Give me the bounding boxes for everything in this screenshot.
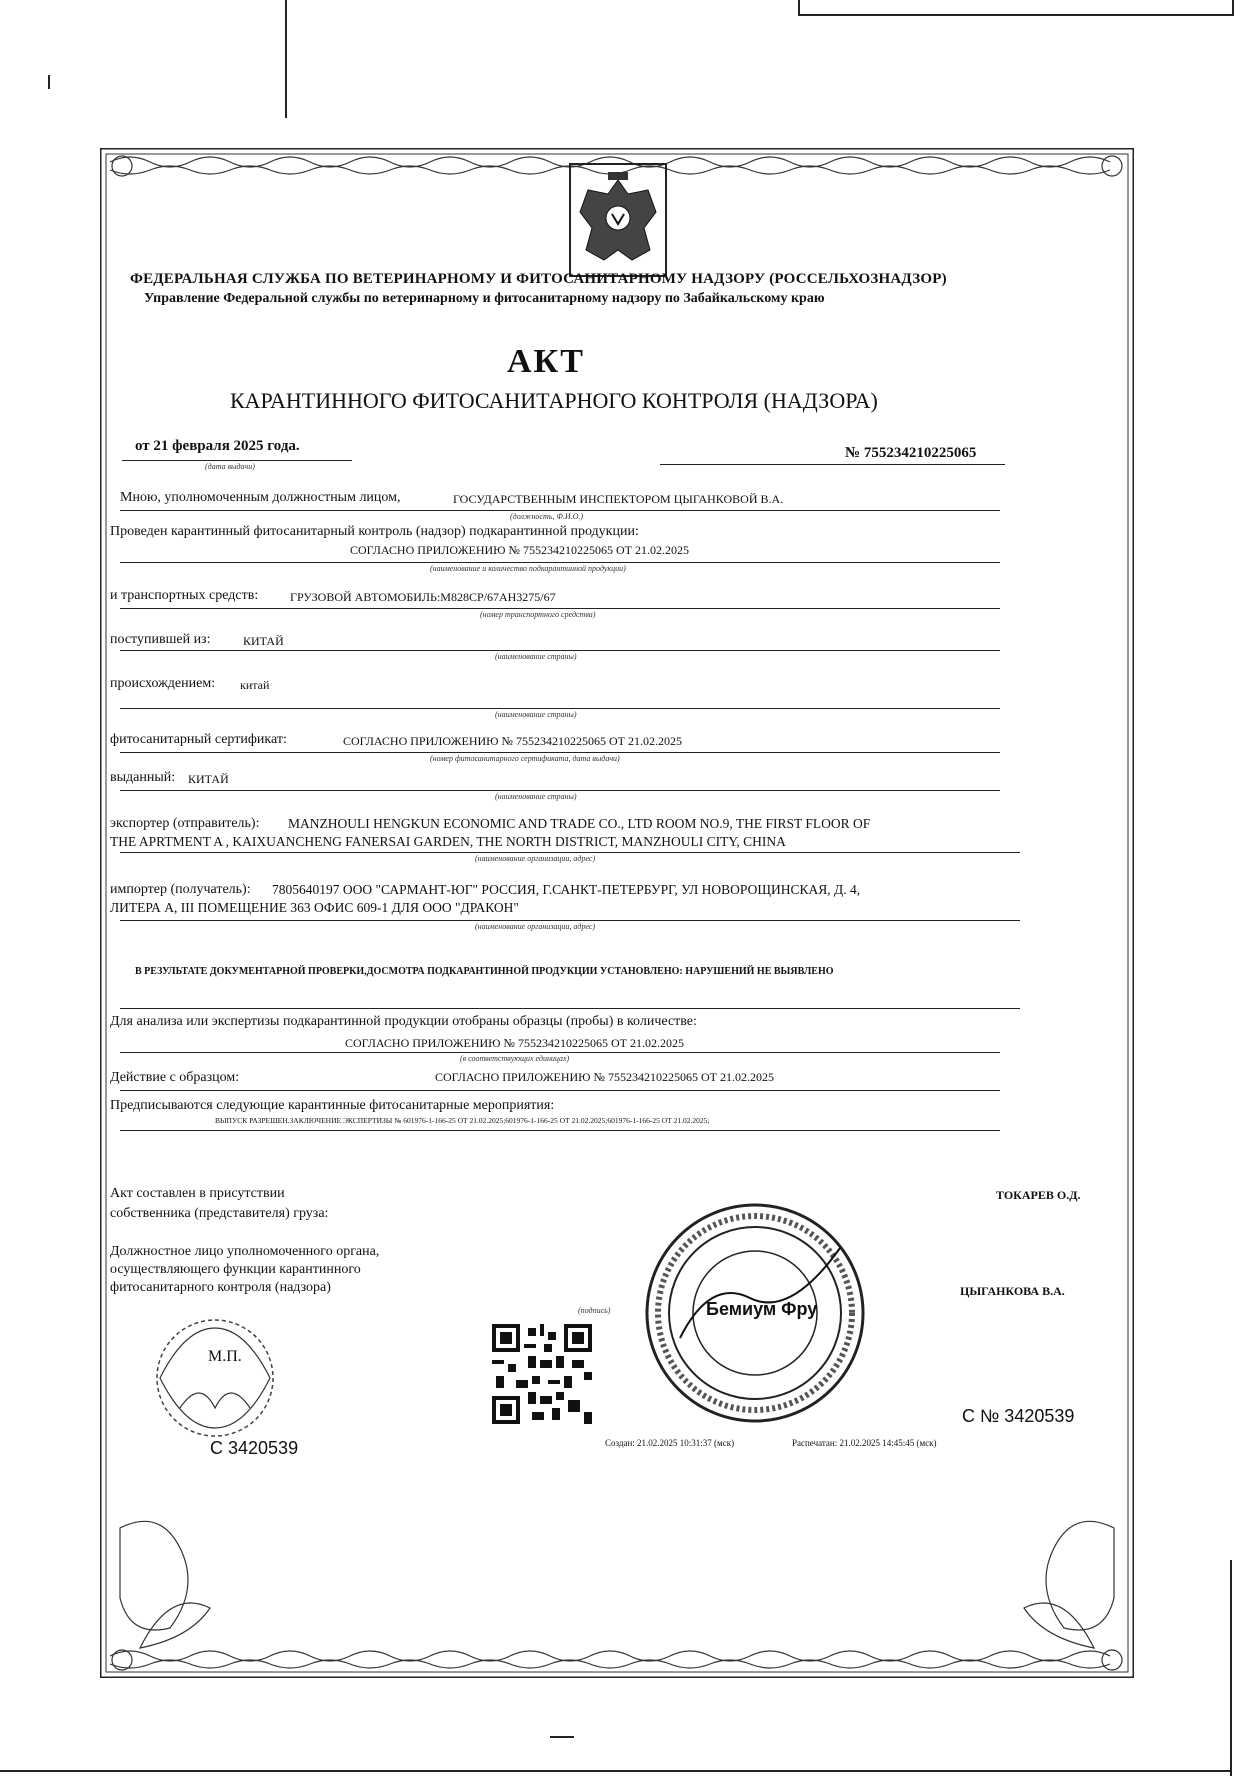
quarantine-act-document (100, 148, 1134, 1678)
inspector-value: ГОСУДАРСТВЕННЫМ ИНСПЕКТОРОМ ЦЫГАНКОВОЙ В.А. (453, 492, 784, 506)
cert-hint: (номер фитосанитарного сертификата, дата выдачи) (430, 754, 620, 763)
importer-hint: (наименование организации, адрес) (475, 922, 596, 931)
official-label-1: Должностное лицо уполномоченного органа, (110, 1244, 380, 1259)
control-hint: (наименование и количество подкарантинной продукции) (430, 564, 626, 573)
exporter-hint: (наименование организации, адрес) (475, 854, 596, 863)
measures-underline (120, 1130, 1000, 1131)
transport-value: ГРУЗОВОЙ АВТОМОБИЛЬ:М828СР/67АН3275/67 (290, 590, 556, 604)
samples-hint: (в соответствующих единицах) (460, 1054, 570, 1063)
qr-code (492, 1324, 592, 1424)
owner-name: ТОКАРЕВ О.Д. (996, 1188, 1081, 1202)
samples-value: СОГЛАСНО ПРИЛОЖЕНИЮ № 755234210225065 ОТ 21.02.2025 (345, 1036, 684, 1050)
action-value: СОГЛАСНО ПРИЛОЖЕНИЮ № 755234210225065 ОТ 21.02.2025 (435, 1070, 774, 1084)
issued-value: КИТАЙ (188, 772, 229, 786)
control-underline (120, 562, 1000, 563)
coat-of-arms-emblem (562, 160, 674, 282)
inspector-hint: (должность, Ф.И.О.) (510, 512, 584, 521)
transport-label: и транспортных средств: (110, 588, 259, 603)
date-hint: (дата выдачи) (205, 462, 255, 471)
issued-hint: (наименование страны) (495, 792, 577, 801)
exporter-label: экспортер (отправитель): (110, 816, 260, 831)
measures-label: Предписываются следующие карантинные фитосанитарные мероприятия: (110, 1098, 555, 1113)
transport-hint: (номер транспортного средства) (480, 610, 596, 619)
mp-seal-ornament (140, 1308, 290, 1448)
scan-edge-line (1230, 1560, 1232, 1776)
act-subtitle: КАРАНТИННОГО ФИТОСАНИТАРНОГО КОНТРОЛЯ (НАДЗОРА) (230, 388, 878, 413)
measures-value: ВЫПУСК РАЗРЕШЕН.ЗАКЛЮЧЕНИЕ ЭКСПЕРТИЗЫ № 601976-1-166-25 ОТ 21.02.2025;601976-1-166-25 ОТ 21.02.2025;601976-1-166-25 ОТ 21.02.2025; (215, 1116, 710, 1125)
importer-underline (120, 920, 1020, 921)
exporter-line-2: THE APRTMENT A , KAIXUANCHENG FANERSAI GARDEN, THE NORTH DISTRICT, MANZHOULI CITY, CHINA (110, 834, 786, 849)
agency-line: ФЕДЕРАЛЬНАЯ СЛУЖБА ПО ВЕТЕРИНАРНОМУ И ФИТОСАНИТАРНОМУ НАДЗОРУ (РОССЕЛЬХОЗНАДЗОР) (130, 271, 947, 287)
cert-label: фитосанитарный сертификат: (110, 732, 287, 747)
official-label-2: осуществляющего функции карантинного (110, 1262, 361, 1277)
cert-underline (120, 752, 1000, 753)
act-title: АКТ (507, 343, 585, 380)
mp-mark: М.П. (208, 1348, 242, 1365)
scan-edge-line (550, 1736, 574, 1738)
inspector-underline (120, 510, 1000, 511)
control-value: СОГЛАСНО ПРИЛОЖЕНИЮ № 755234210225065 ОТ 21.02.2025 (350, 543, 689, 557)
control-label: Проведен карантинный фитосанитарный контроль (надзор) подкарантинной продукции: (110, 524, 639, 539)
presence-label-2: собственника (представителя) груза: (110, 1206, 329, 1221)
seal-text: Бемиум Фру (706, 1299, 818, 1319)
created-timestamp: Создан: 21.02.2025 10:31:37 (мск) (605, 1438, 735, 1448)
act-number: № 755234210225065 (845, 445, 977, 461)
scan-edge-line (798, 14, 1232, 16)
importer-label: импортер (получатель): (110, 882, 251, 897)
serial-left: С 3420539 (210, 1438, 299, 1458)
inspector-label: Мною, уполномоченным должностным лицом, (120, 490, 401, 505)
action-underline (120, 1090, 1000, 1091)
importer-line-1: 7805640197 ООО "САРМАНТ-ЮГ" РОССИЯ, Г.САНКТ-ПЕТЕРБУРГ, УЛ НОВОРОЩИНСКАЯ, Д. 4, (272, 882, 861, 897)
origin-underline (120, 708, 1000, 709)
serial-right: С № 3420539 (962, 1406, 1075, 1426)
scan-edge-line (1232, 0, 1234, 16)
department-line: Управление Федеральной службы по ветеринарному и фитосанитарному надзору по Забайкальскому краю (144, 291, 825, 306)
number-underline (660, 464, 1005, 465)
printed-timestamp: Распечатан: 21.02.2025 14:45:45 (мск) (792, 1438, 937, 1448)
arrived-hint: (наименование страны) (495, 652, 577, 661)
issued-label: выданный: (110, 770, 176, 785)
scan-edge-line (48, 75, 50, 89)
scan-edge-line (0, 1770, 1230, 1772)
exporter-line-1: MANZHOULI HENGKUN ECONOMIC AND TRADE CO., LTD ROOM NO.9, THE FIRST FLOOR OF (288, 816, 871, 831)
origin-hint: (наименование страны) (495, 710, 577, 719)
transport-underline (120, 608, 1000, 609)
origin-value: китай (240, 678, 270, 692)
samples-underline (120, 1052, 1000, 1053)
issued-underline (120, 790, 1000, 791)
arrived-label: поступившей из: (110, 632, 211, 647)
official-name: ЦЫГАНКОВА В.А. (960, 1284, 1065, 1298)
importer-line-2: ЛИТЕРА А, III ПОМЕЩЕНИЕ 363 ОФИС 609-1 ДЛЯ ООО "ДРАКОН" (110, 900, 519, 915)
cert-value: СОГЛАСНО ПРИЛОЖЕНИЮ № 755234210225065 ОТ 21.02.2025 (343, 734, 682, 748)
signature-hint: (подпись) (578, 1306, 611, 1315)
arrived-value: КИТАЙ (243, 634, 284, 648)
act-date: от 21 февраля 2025 года. (135, 438, 300, 454)
scan-edge-line (798, 0, 800, 14)
exporter-underline (120, 852, 1020, 853)
action-label: Действие с образцом: (110, 1070, 240, 1085)
samples-label: Для анализа или экспертизы подкарантинной продукции отобраны образцы (пробы) в количестве: (110, 1014, 697, 1029)
official-label-3: фитосанитарного контроля (надзора) (110, 1280, 331, 1295)
arrived-underline (120, 650, 1000, 651)
presence-label-1: Акт составлен в присутствии (110, 1186, 285, 1201)
date-underline (122, 460, 352, 461)
result-underline (120, 1008, 1020, 1009)
inspection-result: В РЕЗУЛЬТАТЕ ДОКУМЕНТАРНОЙ ПРОВЕРКИ,ДОСМОТРА ПОДКАРАНТИННОЙ ПРОДУКЦИИ УСТАНОВЛЕНО: НАРУШЕНИЙ НЕ ВЫЯВЛЕНО (135, 966, 834, 977)
scan-edge-line (285, 0, 287, 118)
origin-label: происхождением: (110, 676, 216, 691)
